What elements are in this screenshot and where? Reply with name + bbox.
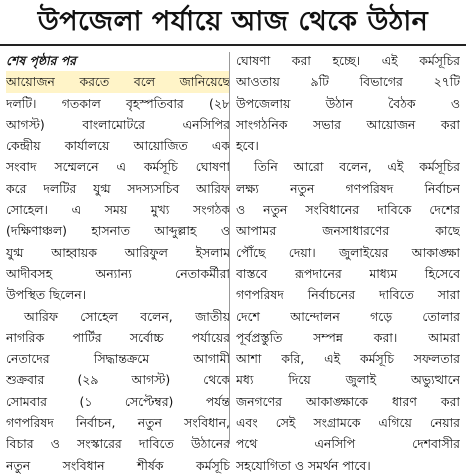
text-line: আপামর জনসাধারণের কাছে: [236, 223, 460, 239]
text-line: হবে।: [236, 138, 259, 154]
text-line: সোমবার (১ সেপ্টেম্বর) পর্যন্ত: [6, 393, 230, 409]
text-line: এবং সেই সংগ্রামকে এগিয়ে নেয়ার: [236, 415, 460, 431]
text-line: সাংগঠনিক সভার আয়োজন করা: [236, 116, 460, 132]
text-line: নতুন সংবিধান শীর্ষক কর্মসূচি: [6, 457, 230, 473]
text-line: আওতায় ৯টি বিভাগের ২৭টি: [236, 74, 460, 90]
headline: উপজেলা পর্যায়ে আজ থেকে উঠান: [37, 6, 429, 37]
continuation-kicker: শেষ পৃষ্ঠার পর: [6, 53, 76, 68]
text-line: আয়োজন করতে বলে জানিয়েছে: [6, 71, 230, 92]
column-divider: [229, 52, 230, 444]
text-line: আগস্ট) বাংলামোটরে এনসিপির: [6, 116, 230, 132]
text-line: গণপরিষদ নির্বাচন, নতুন সংবিধান,: [6, 415, 230, 431]
text-line: বিচার ও সংস্কারের দাবিতে উঠানের: [6, 436, 230, 452]
text-line: করে দলটির যুগ্ম সদস্যসচিব আরিফ: [6, 180, 230, 196]
text-line: নেতাদের সিদ্ধান্তক্রমে আগামী: [6, 351, 230, 367]
text-line: দলটি। গতকাল বৃহস্পতিবার (২৮: [6, 95, 230, 111]
text-line: পৌঁছে দেয়া। জুলাইয়ের আকাঙ্ক্ষা: [236, 244, 460, 260]
text-line: শুক্রবার (২৯ আগস্ট) থেকে: [6, 372, 230, 388]
text-line: কেন্দ্রীয় কার্যালয়ে আয়োজিত এক: [6, 138, 230, 154]
text-line: সহযোগিতা ও সমর্থন পাবে।: [236, 457, 371, 473]
text-line: জনগণের আকাঙ্ক্ষাকে ধারণ করা: [236, 393, 460, 409]
article-column-right: [236, 50, 460, 476]
article-column-left: [6, 50, 230, 476]
text-line: যুগ্ম আহ্বায়ক আরিফুল ইসলাম: [6, 244, 230, 260]
text-line: উপজেলায় উঠান বৈঠক ও: [236, 95, 460, 111]
text-line: উপস্থিত ছিলেন।: [6, 287, 87, 303]
text-line: আশা করি, এই কর্মসূচি সফলতার: [236, 351, 460, 367]
text-line: পূর্বপ্রস্তুতি সম্পন্ন করা। আমরা: [236, 329, 460, 345]
text-line: আরিফ সোহেল বলেন, জাতীয়: [24, 308, 230, 324]
text-line: নাগরিক পার্টির সর্বোচ্চ পর্যায়ের: [6, 329, 230, 345]
text-line: লক্ষ্য নতুন গণপরিষদ নির্বাচন: [236, 180, 460, 196]
headline-rule: [0, 44, 466, 46]
text-line: গণপরিষদ নির্বাচনের দাবিতে সারা: [236, 287, 460, 303]
text-line: ও নতুন সংবিধানের দাবিকে দেশের: [236, 202, 460, 218]
text-line: আদীবসহ অন্যান্য নেতাকর্মীরা: [6, 265, 230, 281]
text-line: পথে এনসিপি দেশবাসীর: [236, 436, 460, 452]
text-line: দেশে আন্দোলন গড়ে তোলার: [236, 308, 460, 324]
text-line: সোহেল। এ সময় মুখ্য সংগঠক: [6, 202, 230, 218]
text-line: তিনি আরো বলেন, এই কর্মসূচির: [254, 159, 460, 175]
text-line: মধ্য দিয়ে জুলাই অভ্যুত্থানে: [236, 372, 460, 388]
text-line: ঘোষণা করা হচ্ছে। এই কর্মসূচির: [236, 53, 460, 68]
text-line: সংবাদ সম্মেলনে এ কর্মসূচি ঘোষণা: [6, 159, 230, 175]
text-line: বাস্তবে রূপদানের মাধ্যম হিসেবে: [236, 265, 460, 281]
text-line: (দক্ষিণাঞ্চল) হাসনাত আব্দুল্লাহ ও: [6, 223, 230, 239]
